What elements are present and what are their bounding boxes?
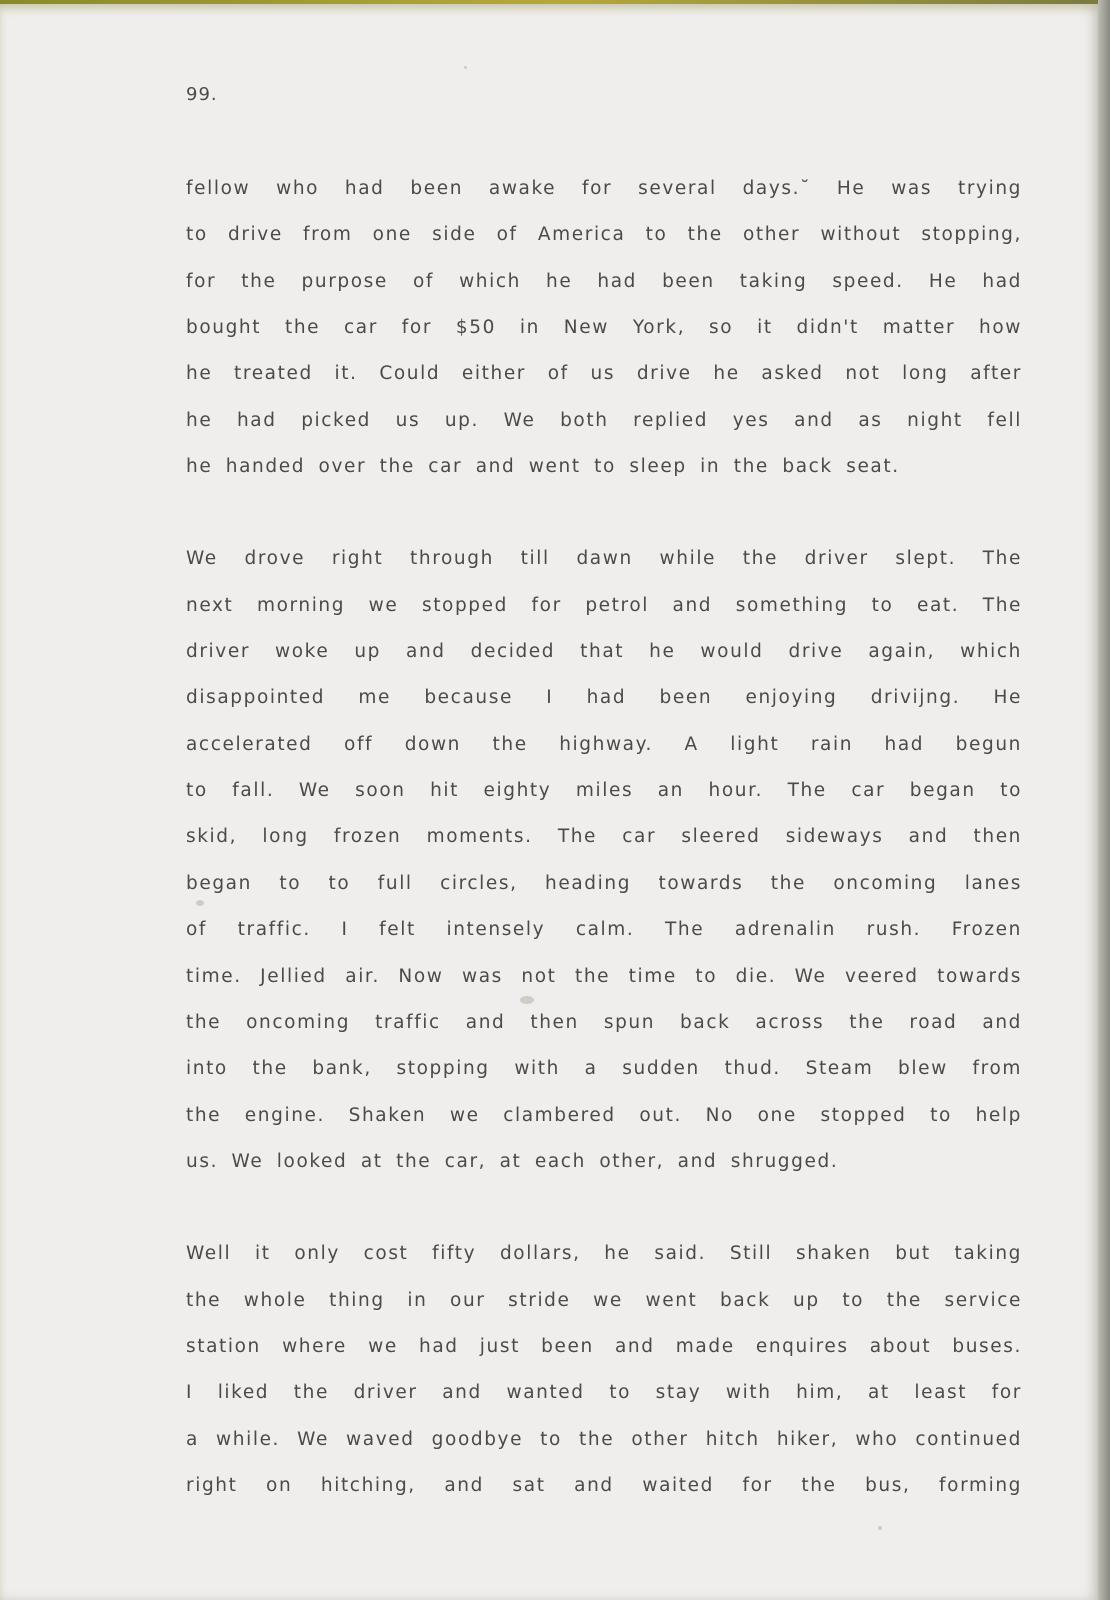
text-line: to fall. We soon hit eighty miles an hour. The car began to — [186, 780, 1022, 802]
text-line: began to to full circles, heading towards the oncoming lanes — [186, 872, 1022, 894]
text-line: disappointed me because I had been enjoying drivijng. He — [186, 687, 1022, 709]
text-line: into the bank, stopping with a sudden thud. Steam blew from — [186, 1058, 1022, 1080]
text-line: skid, long frozen moments. The car sleered sideways and then — [186, 826, 1022, 848]
text-line: accelerated off down the highway. A light rain had begun — [186, 733, 1022, 755]
paper-speck — [196, 900, 204, 906]
paragraph-3 — [186, 1239, 1022, 1517]
text-line: driver woke up and decided that he would drive again, which — [186, 641, 1022, 663]
text-line: for the purpose of which he had been taking speed. He had — [186, 270, 1022, 292]
paragraph-2 — [186, 544, 1022, 1193]
document-page — [0, 4, 1098, 1600]
paper-speck — [878, 1526, 882, 1530]
text-line: he had picked us up. We both replied yes and as night fell — [186, 409, 1022, 431]
text-line: the oncoming traffic and then spun back across the road and — [186, 1011, 1022, 1033]
text-line: a while. We waved goodbye to the other hitch hiker, who continued — [186, 1428, 1022, 1450]
text-line: station where we had just been and made enquires about buses. — [186, 1335, 1022, 1357]
text-line: of traffic. I felt intensely calm. The adrenalin rush. Frozen — [186, 919, 1022, 941]
page-right-edge — [1098, 0, 1110, 1600]
text-line: I liked the driver and wanted to stay with him, at least for — [186, 1382, 1022, 1404]
paper-speck — [520, 996, 534, 1004]
text-line: next morning we stopped for petrol and something to eat. The — [186, 594, 1022, 616]
text-line: right on hitching, and sat and waited for the bus, forming — [186, 1474, 1022, 1496]
text-line: Well it only cost fifty dollars, he said. Still shaken but taking — [186, 1243, 1022, 1265]
text-line: bought the car for $50 in New York, so it didn't matter how — [186, 317, 1022, 339]
text-line: he treated it. Could either of us drive he asked not long after — [186, 363, 1022, 385]
text-line: to drive from one side of America to the other without stopping, — [186, 224, 1022, 246]
text-line: We drove right through till dawn while the driver slept. The — [186, 548, 1022, 570]
text-line: fellow who had been awake for several days.˘ He was trying — [186, 178, 1022, 199]
text-line: he handed over the car and went to sleep in the back seat. — [186, 456, 900, 478]
text-line: the engine. Shaken we clambered out. No one stopped to help — [186, 1104, 1022, 1126]
text-line: the whole thing in our stride we went back up to the service — [186, 1289, 1022, 1311]
paragraph-1 — [186, 174, 1022, 498]
page-number: 99. — [186, 84, 218, 105]
paper-speck — [464, 66, 467, 69]
text-line: us. We looked at the car, at each other, and shrugged. — [186, 1150, 839, 1172]
text-line: time. Jellied air. Now was not the time to die. We veered towards — [186, 965, 1022, 987]
body-text — [186, 174, 1022, 1563]
